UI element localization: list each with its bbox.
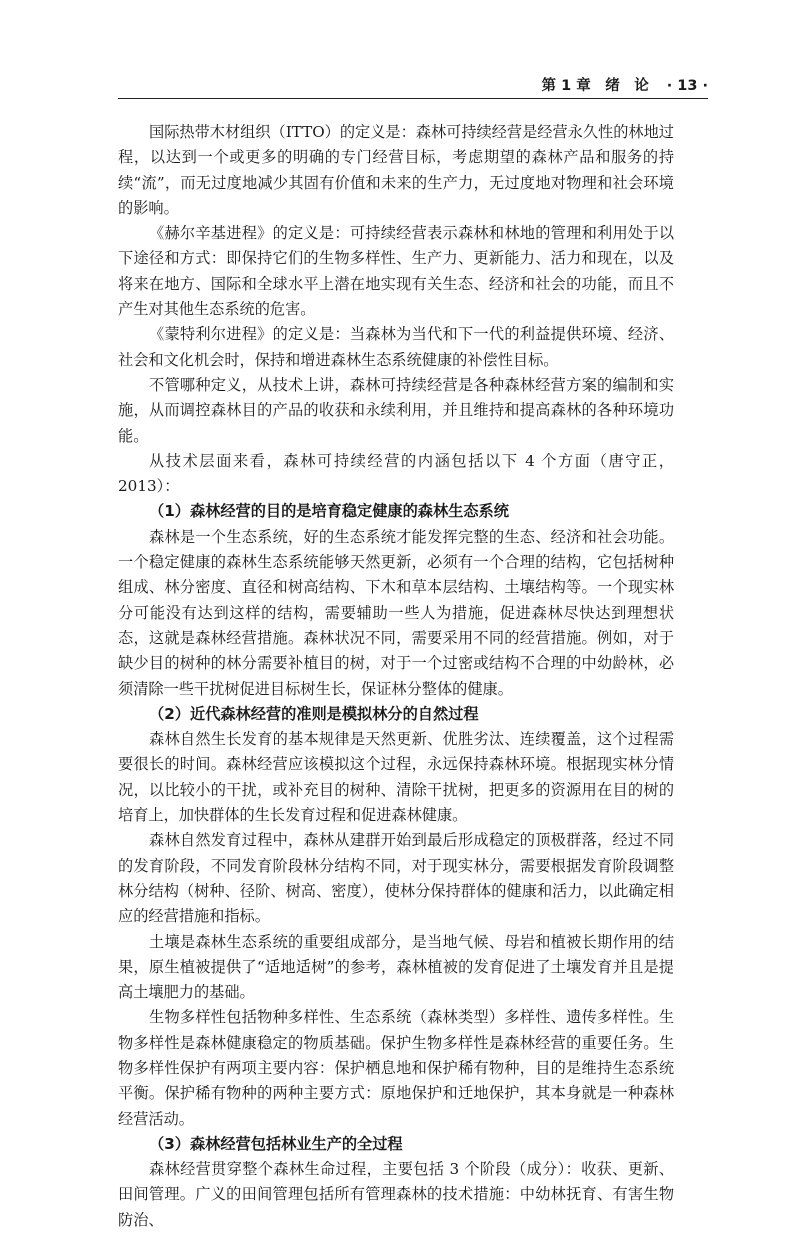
paragraph-soil: 土壤是森林生态系统的重要组成部分，是当地气候、母岩和植被长期作用的结果，原生植被提供了“适地适树”的参考，森林植被的发育促进了土壤发育并且是提高土壤肥力的基础。 (118, 932, 674, 1002)
paragraph-helsinki-definition: 《赫尔辛基进程》的定义是：可持续经营表示森林和林地的管理和利用处于以下途径和方式：即保持它们的生物多样性、生产力、更新能力、活力和现在，以及将来在地方、国际和全球水平上潜在地实现有关生态、经济和社会的功能，而且不产生对其他生态系统的危害。 (118, 224, 674, 319)
paragraph-production-process: 森林经营贯穿整个森林生命过程，主要包括 3 个阶段（成分）：收获、更新、田间管理。广义的田间管理包括所有管理森林的技术措施：中幼林抚育、有害生物防治、 (118, 1160, 674, 1229)
chapter-title: 第 1 章 绪 论 (541, 78, 649, 94)
paragraph-montreal-definition: 《蒙特利尔进程》的定义是：当森林为当代和下一代的利益提供环境、经济、社会和文化机会时，保持和增进森林生态系统健康的补偿性目标。 (118, 325, 674, 369)
section-heading-2: （2）近代森林经营的准则是模拟林分的自然过程 (149, 704, 479, 723)
page-number: · 13 · (666, 78, 708, 94)
running-header (118, 76, 708, 99)
section-heading-3: （3）森林经营包括林业生产的全过程 (149, 1134, 403, 1153)
paragraph-itto-definition: 国际热带木材组织（ITTO）的定义是：森林可持续经营是经营永久性的林地过程，以达到一个或更多的明确的专门经营目标，考虑期望的森林产品和服务的持续“流”，而无过度地减少其固有价值和未来的生产力，无过度地对物理和社会环境的影响。 (118, 123, 674, 217)
paragraph-four-aspects-intro: 从技术层面来看，森林可持续经营的内涵包括以下 4 个方面（唐守正，2013）： (118, 451, 674, 496)
paragraph-development-stages: 森林自然发育过程中，森林从建群开始到最后形成稳定的顶极群落，经过不同的发育阶段，不同发育阶段林分结构不同，对于现实林分，需要根据发育阶段调整林分结构（树种、径阶、树高、密度），使林分保持群体的健康和活力，以此确定相应的经营措施和指标。 (118, 831, 674, 926)
body-text (118, 120, 674, 1233)
paragraph-natural-process: 森林自然生长发育的基本规律是天然更新、优胜劣汰、连续覆盖，这个过程需要很长的时间。森林经营应该模拟这个过程，永远保持森林环境。根据现实林分情况，以比较小的干扰，或补充目的树种、清除干扰树，把更多的资源用在目的树的培育上，加快群体的生长发育过程和促进森林健康。 (118, 730, 674, 825)
paragraph-technical-definition: 不管哪种定义，从技术上讲，森林可持续经营是各种森林经营方案的编制和实施，从而调控森林目的产品的收获和永续利用，并且维持和提高森林的各种环境功能。 (118, 375, 674, 445)
section-heading-1: （1）森林经营的目的是培育稳定健康的森林生态系统 (149, 502, 509, 521)
paragraph-ecosystem: 森林是一个生态系统，好的生态系统才能发挥完整的生态、经济和社会功能。一个稳定健康的森林生态系统能够天然更新，必须有一个合理的结构，它包括树种组成、林分密度、直径和树高结构、下木和草本层结构、土壤结构等。一个现实林分可能没有达到这样的结构，需要辅助一些人为措施，促进森林尽快达到理想状态，这就是森林经营措施。森林状况不同，需要采用不同的经营措施。例如，对于缺少目的树种的林分需要补植目的树，对于一个过密或结构不合理的中幼龄林，必须清除一些干扰树促进目标树生长，保证林分整体的健康。 (118, 527, 674, 698)
paragraph-biodiversity: 生物多样性包括物种多样性、生态系统（森林类型）多样性、遗传多样性。生物多样性是森林健康稳定的物质基础。保护生物多样性是森林经营的重要任务。生物多样性保护有两项主要内容：保护栖息地和保护稀有物种，目的是维持生态系统平衡。保护稀有物种的两种主要方式：原地保护和迁地保护，其本身就是一种森林经营活动。 (118, 1008, 674, 1128)
